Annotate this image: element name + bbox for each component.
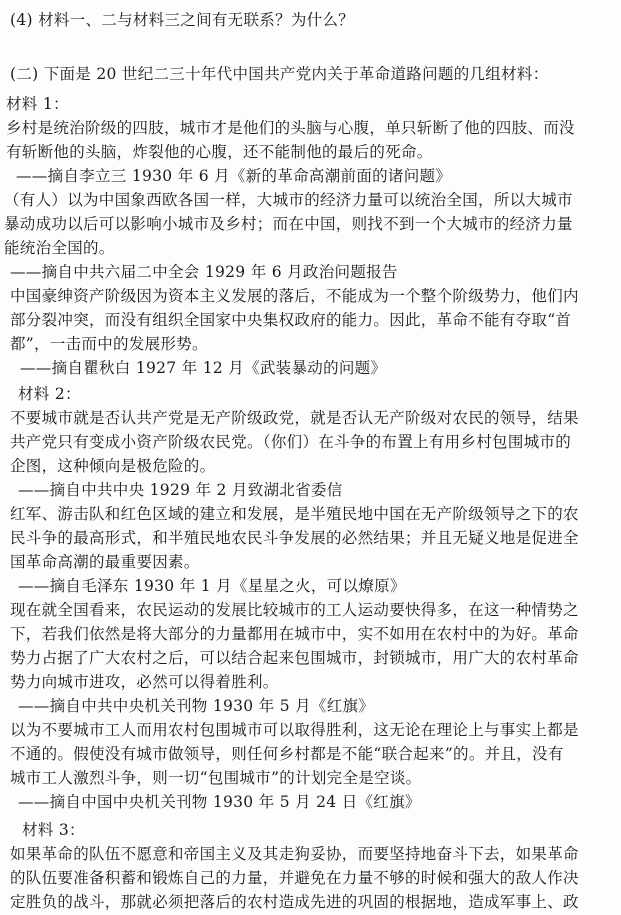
material-3-text: 的队伍要准备积蓄和锻炼自己的力量，并避免在力量不够的时候和强大的敌人作决 — [10, 869, 579, 887]
material-1-text: 暴动成功以后可以影响小城市及乡村；而在中国，则找不到一个大城市的经济力量 — [4, 215, 573, 233]
material-3-text: 定胜负的战斗，那就必须把落后的农村造成先进的巩固的根据地，造成军事上、政 — [10, 893, 579, 911]
material-2-text: 势力向城市进攻，必然可以得着胜利。 — [10, 673, 279, 691]
material-2-source: ——摘自毛泽东 1930 年 1 月《星星之火，可以燎原》 — [18, 577, 406, 595]
material-2-text: 共产党只有变成小资产阶级农民党。（你们）在斗争的布置上有用乡村包围城市的 — [10, 433, 572, 451]
material-1-label: 材料 1： — [6, 95, 69, 113]
material-2-text: 势力占据了广大农村之后，可以结合起来包围城市，封锁城市，用广大的农村革命 — [10, 649, 579, 667]
material-1-source: ——摘自李立三 1930 年 6 月《新的革命高潮前面的诸问题》 — [16, 167, 452, 185]
material-2-text: 城市工人激烈斗争，则一切“包围城市”的计划完全是空谈。 — [10, 769, 422, 787]
material-2-source: ——摘自中共中央 1929 年 2 月致湖北省委信 — [18, 481, 343, 499]
material-1-text: 中国豪绅资产阶级因为资本主义发展的落后，不能成为一个整个阶级势力，他们内 — [10, 287, 579, 305]
material-2-source: ——摘自中国中央机关刊物 1930 年 5 月 24 日《红旗》 — [18, 793, 421, 811]
material-2-text: 不要城市就是否认共产党是无产阶级政党，就是否认无产阶级对农民的领导，结果 — [10, 409, 579, 427]
material-2-label: 材料 2： — [18, 385, 81, 403]
material-2-text: 现在就全国看来，农民运动的发展比较城市的工人运动要快得多，在这一种情势之 — [10, 601, 579, 619]
section-heading: (二) 下面是 20 世纪二三十年代中国共产党内关于革命道路问题的几组材料： — [10, 65, 549, 83]
material-2-text: 以为不要城市工人而用农村包围城市可以取得胜利，这无论在理论上与事实上都是 — [10, 721, 579, 739]
material-2-text: 国革命高潮的最重要因素。 — [10, 553, 200, 571]
material-2-text: 下，若我们依然是将大部分的力量都用在城市中，实不如用在农村中的为好。革命 — [10, 625, 579, 643]
material-2-text: 民斗争的最高形式，和半殖民地农民斗争发展的必然结果；并且无疑义地是促进全 — [10, 529, 579, 547]
material-1-text: 都”，一击而中的发展形势。 — [10, 335, 208, 353]
material-2-text: 红军、游击队和红色区域的建立和发展，是半殖民地中国在无产阶级领导之下的农 — [10, 505, 579, 523]
material-2-text: 企图，这种倾向是极危险的。 — [10, 457, 216, 475]
material-1-text: 能统治全国的。 — [4, 239, 115, 257]
material-3-text: 如果革命的队伍不愿意和帝国主义及其走狗妥协，而要坚持地奋斗下去，如果革命 — [10, 845, 579, 863]
material-1-text: 有斩断他的头脑，炸裂他的心腹，还不能制他的最后的死命。 — [6, 143, 433, 161]
question-4: (4) 材料一、二与材料三之间有无联系？为什么？ — [10, 11, 355, 29]
material-2-text: 不通的。假使没有城市做领导，则任何乡村都是不能“联合起来”的。并且，没有 — [10, 745, 564, 763]
material-2-source: ——摘自中共中央机关刊物 1930 年 5 月《红旗》 — [18, 697, 375, 715]
material-1-source: ——摘自瞿秋白 1927 年 12 月《武装暴动的问题》 — [20, 359, 387, 377]
material-3-label: 材料 3： — [22, 821, 85, 839]
material-1-text: 乡村是统治阶级的四肢，城市才是他们的头脑与心腹，单只斩断了他的四肢、而没 — [6, 119, 575, 137]
material-1-text: 部分裂冲突，而没有组织全国家中央集权政府的能力。因此，革命不能有夺取“首 — [10, 311, 572, 329]
material-1-source: ——摘自中共六届二中全会 1929 年 6 月政治问题报告 — [10, 263, 398, 281]
material-1-text: （有人）以为中国象西欧各国一样，大城市的经济力量可以统治全国，所以大城市 — [4, 191, 573, 209]
